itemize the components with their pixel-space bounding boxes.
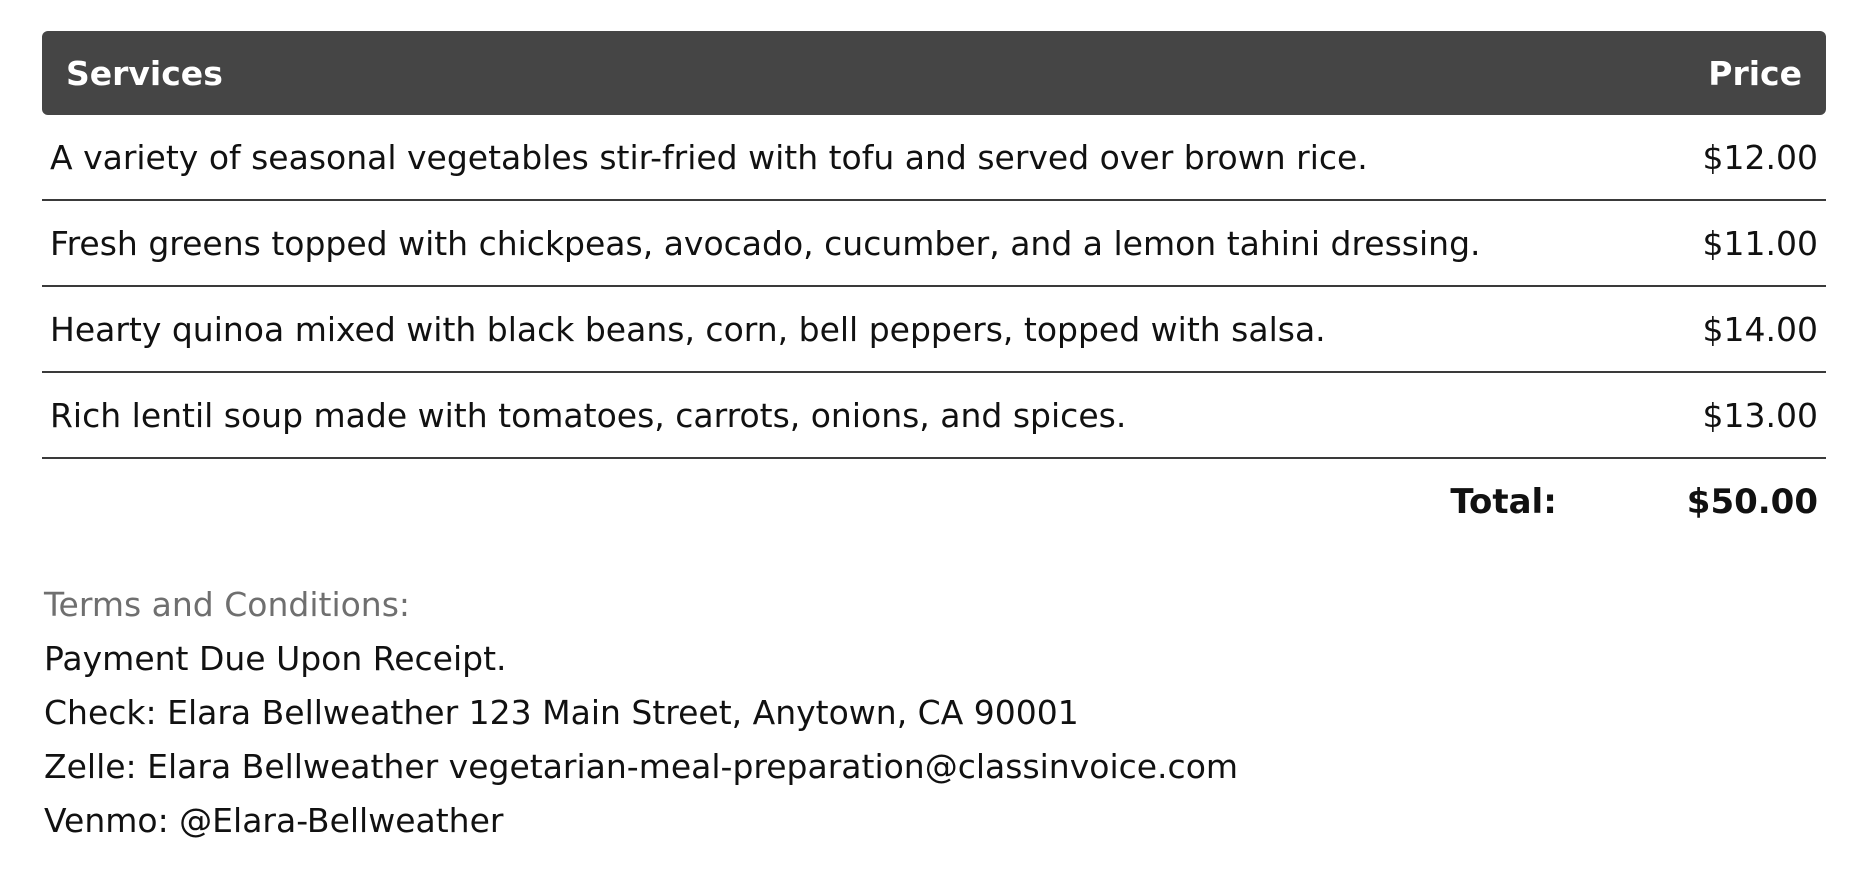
zelle-payment-line: Zelle: Elara Bellweather vegetarian-meal-preparation@classinvoice.com [44,747,1239,786]
service-description: A variety of seasonal vegetables stir-fried with tofu and served over brown rice. [50,137,1368,177]
payment-due-line: Payment Due Upon Receipt. [44,639,507,678]
service-description: Hearty quinoa mixed with black beans, corn, bell peppers, topped with salsa. [50,309,1326,349]
venmo-payment-line: Venmo: @Elara-Bellweather [44,801,504,840]
table-row [42,115,1826,201]
service-price: $11.00 [1702,223,1818,263]
services-table [42,31,1826,545]
service-price: $14.00 [1702,309,1818,349]
service-description: Fresh greens topped with chickpeas, avocado, cucumber, and a lemon tahini dressing. [50,223,1481,263]
total-row [42,459,1826,545]
terms-section [44,578,1238,848]
service-description: Rich lentil soup made with tomatoes, carrots, onions, and spices. [50,395,1127,435]
table-row [42,287,1826,373]
table-row [42,373,1826,459]
total-value: $50.00 [1686,482,1818,522]
total-label: Total: [1450,482,1557,522]
table-header [42,31,1826,115]
price-column-header: Price [1708,53,1802,93]
table-row [42,201,1826,287]
service-price: $13.00 [1702,395,1818,435]
check-payment-line: Check: Elara Bellweather 123 Main Street, Anytown, CA 90001 [44,693,1079,732]
terms-title: Terms and Conditions: [44,585,411,624]
services-column-header: Services [66,53,223,93]
service-price: $12.00 [1702,137,1818,177]
